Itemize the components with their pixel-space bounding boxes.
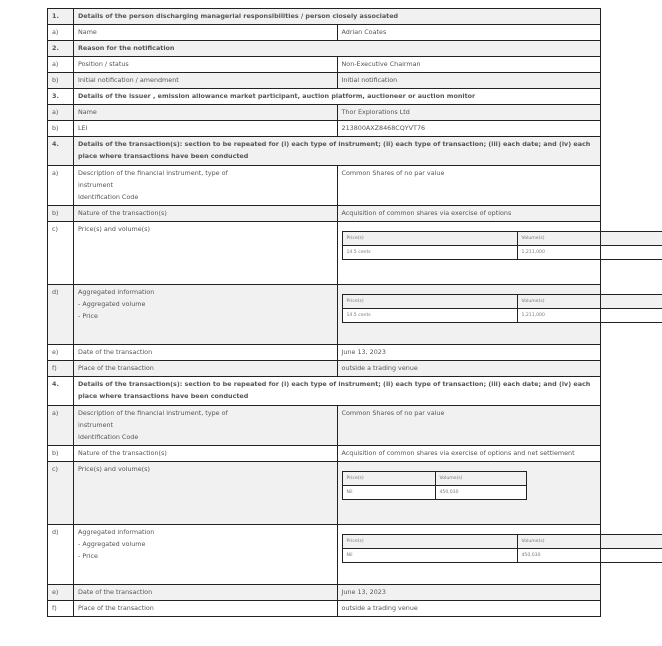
- label-line: - Aggregated volume: [78, 300, 146, 308]
- table-row-nature: [48, 446, 601, 462]
- row-value: Non-Executive Chairman: [337, 57, 601, 73]
- price-volume-table: [342, 471, 527, 500]
- label-line: - Price: [78, 312, 98, 320]
- pdmr-notification-table: [47, 8, 601, 617]
- label-line: Aggregated information: [78, 288, 155, 296]
- row-number: a): [48, 166, 74, 206]
- row-value: Common Shares of no par value: [337, 166, 601, 206]
- row-value: [337, 525, 601, 585]
- table-row-lei: [48, 121, 601, 137]
- row-label: Nature of the transaction(s): [74, 446, 338, 462]
- row-value: June 13, 2023: [337, 585, 601, 601]
- row-value: Common Shares of no par value: [337, 406, 601, 446]
- price-header: Price(s): [342, 535, 517, 549]
- section-title: Details of the person discharging managerial responsibilities / person closely associated: [74, 9, 601, 25]
- price-header: Price(s): [342, 472, 435, 486]
- row-label: Price(s) and volume(s): [74, 222, 338, 285]
- section-title: Details of the transaction(s): section to be repeated for (i) each type of instrument; (ii) each type of transaction; (iii) each date; and (iv) each place where transactions have been conducted: [74, 377, 601, 406]
- price-volume-row: [342, 486, 526, 500]
- aggregated-header: [342, 535, 662, 549]
- row-label: Name: [74, 25, 338, 41]
- label-line: instrument: [78, 421, 114, 429]
- table-row-price-volume: [48, 222, 601, 285]
- aggregated-table: [342, 294, 662, 323]
- price-volume-header: [342, 472, 526, 486]
- section-number: 2.: [48, 41, 74, 57]
- label-line: Aggregated information: [78, 528, 155, 536]
- table-row-date: [48, 585, 601, 601]
- label-line: instrument: [78, 181, 114, 189]
- section-number: 4.: [48, 137, 74, 166]
- label-line: - Price: [78, 552, 98, 560]
- section-number: 1.: [48, 9, 74, 25]
- row-label: Date of the transaction: [74, 345, 338, 361]
- section-header-2: [48, 41, 601, 57]
- row-label: Initial notification / amendment: [74, 73, 338, 89]
- row-number: a): [48, 105, 74, 121]
- price-cell: 14.5 cents: [342, 246, 517, 260]
- section-header-4: [48, 377, 601, 406]
- row-number: b): [48, 73, 74, 89]
- volume-header: Volume(s): [435, 472, 526, 486]
- aggregated-table: [342, 534, 662, 563]
- row-label: [74, 406, 338, 446]
- price-cell: Nil: [342, 549, 517, 563]
- table-row-issuer-name: [48, 105, 601, 121]
- row-label: Price(s) and volume(s): [74, 462, 338, 525]
- row-label: [74, 525, 338, 585]
- aggregated-row: [342, 309, 662, 323]
- volume-cell: 450,030: [435, 486, 526, 500]
- row-value: [337, 285, 601, 345]
- price-volume-row: [342, 246, 662, 260]
- table-row-date: [48, 345, 601, 361]
- row-label: [74, 285, 338, 345]
- row-number: a): [48, 25, 74, 41]
- row-value: June 13, 2023: [337, 345, 601, 361]
- volume-header: Volume(s): [517, 535, 662, 549]
- price-volume-header: [342, 232, 662, 246]
- label-line: Identification Code: [78, 433, 139, 441]
- price-header: Price(s): [342, 232, 517, 246]
- section-header-4: [48, 137, 601, 166]
- table-row-place: [48, 601, 601, 617]
- volume-header: Volume(s): [517, 232, 662, 246]
- row-number: d): [48, 525, 74, 585]
- price-volume-table: [342, 231, 662, 260]
- row-label: Place of the transaction: [74, 361, 338, 377]
- aggregated-row: [342, 549, 662, 563]
- row-label: Name: [74, 105, 338, 121]
- row-value: [337, 462, 601, 525]
- row-value: Adrian Coates: [337, 25, 601, 41]
- section-number: 3.: [48, 89, 74, 105]
- row-value: Initial notification: [337, 73, 601, 89]
- row-label: Place of the transaction: [74, 601, 338, 617]
- row-value: outside a trading venue: [337, 601, 601, 617]
- row-number: b): [48, 446, 74, 462]
- row-number: e): [48, 345, 74, 361]
- row-label: Date of the transaction: [74, 585, 338, 601]
- table-row-instrument-description: [48, 166, 601, 206]
- row-value: [337, 222, 601, 285]
- label-line: - Aggregated volume: [78, 540, 146, 548]
- section-header-1: [48, 9, 601, 25]
- volume-header: Volume(s): [517, 295, 662, 309]
- table-row-position: [48, 57, 601, 73]
- row-label: LEI: [74, 121, 338, 137]
- row-number: e): [48, 585, 74, 601]
- row-number: b): [48, 206, 74, 222]
- table-row-nature: [48, 206, 601, 222]
- price-cell: Nil: [342, 486, 435, 500]
- row-number: d): [48, 285, 74, 345]
- row-label: Nature of the transaction(s): [74, 206, 338, 222]
- volume-cell: 450,030: [517, 549, 662, 563]
- label-line: Description of the financial instrument, type of: [78, 409, 228, 417]
- section-number: 4.: [48, 377, 74, 406]
- row-number: f): [48, 601, 74, 617]
- volume-cell: 1,211,000: [517, 246, 662, 260]
- section-title: Details of the transaction(s): section to be repeated for (i) each type of instrument; (ii) each type of transaction; (iii) each date; and (iv) each place where transactions have been conducted: [74, 137, 601, 166]
- row-number: b): [48, 121, 74, 137]
- label-line: Identification Code: [78, 193, 139, 201]
- row-value: Acquisition of common shares via exercise of options and net settlement: [337, 446, 601, 462]
- row-label: [74, 166, 338, 206]
- section-title: Details of the issuer , emission allowance market participant, auction platform, auctioneer or auction monitor: [74, 89, 601, 105]
- row-number: a): [48, 57, 74, 73]
- row-number: f): [48, 361, 74, 377]
- section-title: Reason for the notification: [74, 41, 601, 57]
- volume-cell: 1,211,000: [517, 309, 662, 323]
- row-number: c): [48, 222, 74, 285]
- row-value: outside a trading venue: [337, 361, 601, 377]
- row-number: c): [48, 462, 74, 525]
- row-number: a): [48, 406, 74, 446]
- table-row-place: [48, 361, 601, 377]
- price-cell: 14.5 cents: [342, 309, 517, 323]
- price-header: Price(s): [342, 295, 517, 309]
- aggregated-header: [342, 295, 662, 309]
- row-value: 213800AXZ8468CQYVT76: [337, 121, 601, 137]
- row-value: Acquisition of common shares via exercise of options: [337, 206, 601, 222]
- label-line: Description of the financial instrument, type of: [78, 169, 228, 177]
- section-header-3: [48, 89, 601, 105]
- table-row-name: [48, 25, 601, 41]
- row-label: Position / status: [74, 57, 338, 73]
- table-row-instrument-description: [48, 406, 601, 446]
- table-row-aggregated: [48, 285, 601, 345]
- table-row-aggregated: [48, 525, 601, 585]
- table-row-price-volume: [48, 462, 601, 525]
- table-row-initial-notification: [48, 73, 601, 89]
- row-value: Thor Explorations Ltd: [337, 105, 601, 121]
